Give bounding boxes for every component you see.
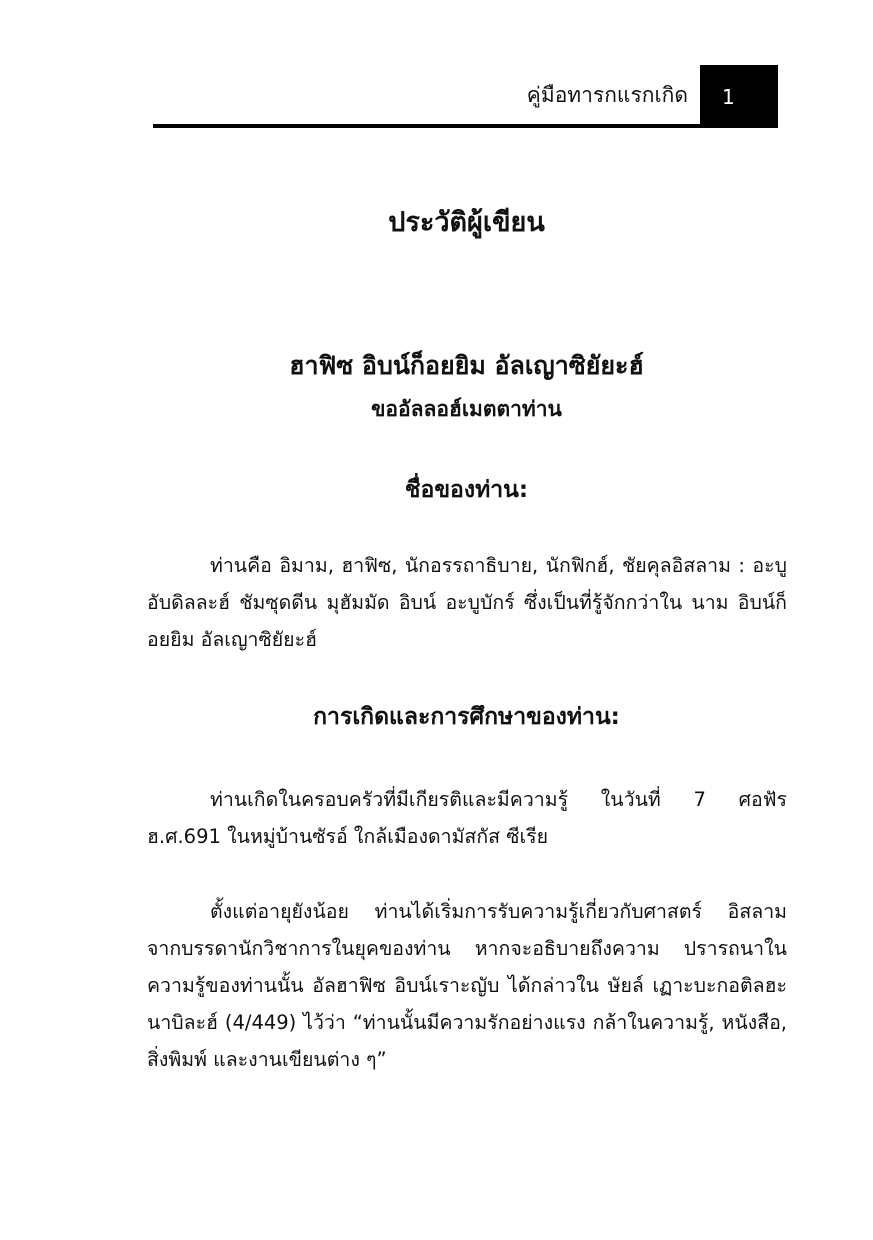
paragraph-name: ท่านคือ อิมาม, ฮาฟิซ, นักอรรถาธิบาย, นักฟิกฮ์, ชัยคุลอิสลาม : อะบูอับดิลละฮ์ ชัมซุดดีน มุฮัมมัด อิบน์ อะบูบักร์ ซึ่งเป็นที่รู้จักกว่าใน นาม อิบน์ก็อยยิม อัลเญาซิยัยะฮ์ [147, 554, 787, 651]
paragraph-education: ตั้งแต่อายุยังน้อย ท่านได้เริ่มการรับความรู้เกี่ยวกับศาสตร์ อิสลาม จากบรรดานักวิชาการในยุคของท่าน หากจะอธิบายถึงความ ปรารถนาในความรู้ของท่านนั้น อัลฮาฟิซ อิบน์เราะญับ ได้กล่าวใน ษัยล์ เฏาะบะกอติลฮะนาบิละฮ์ (4/449) ไว้ว่า “ท่านนั้นมีความรักอย่างแรง กล้าในความรู้, หนังสือ, สิ่งพิมพ์ และงานเขียนต่าง ๆ” [147, 900, 787, 1071]
header-rule [153, 124, 778, 128]
page-number-box [700, 65, 778, 127]
page-number: 1 [722, 85, 735, 109]
section-heading-name: ชื่อของท่าน: [404, 477, 529, 503]
author-blessing: ขออัลลอฮ์เมตตาท่าน [371, 397, 562, 421]
page-title: ประวัติผู้เขียน [388, 207, 545, 238]
author-name: ฮาฟิซ อิบน์ก็อยยิม อัลเญาซิยัยะฮ์ [289, 351, 644, 380]
book-title: คู่มือทารกแรกเกิด [526, 83, 688, 107]
paragraph-birth: ท่านเกิดในครอบครัวที่มีเกียรติและมีความรู้ ในวันที่ 7 ศอฟัร ฮ.ศ.691 ในหมู่บ้านซัรอ์ ใกล้เมืองดามัสกัส ซีเรีย [147, 788, 787, 848]
section-heading-birth-education: การเกิดและการศึกษาของท่าน: [313, 704, 620, 730]
